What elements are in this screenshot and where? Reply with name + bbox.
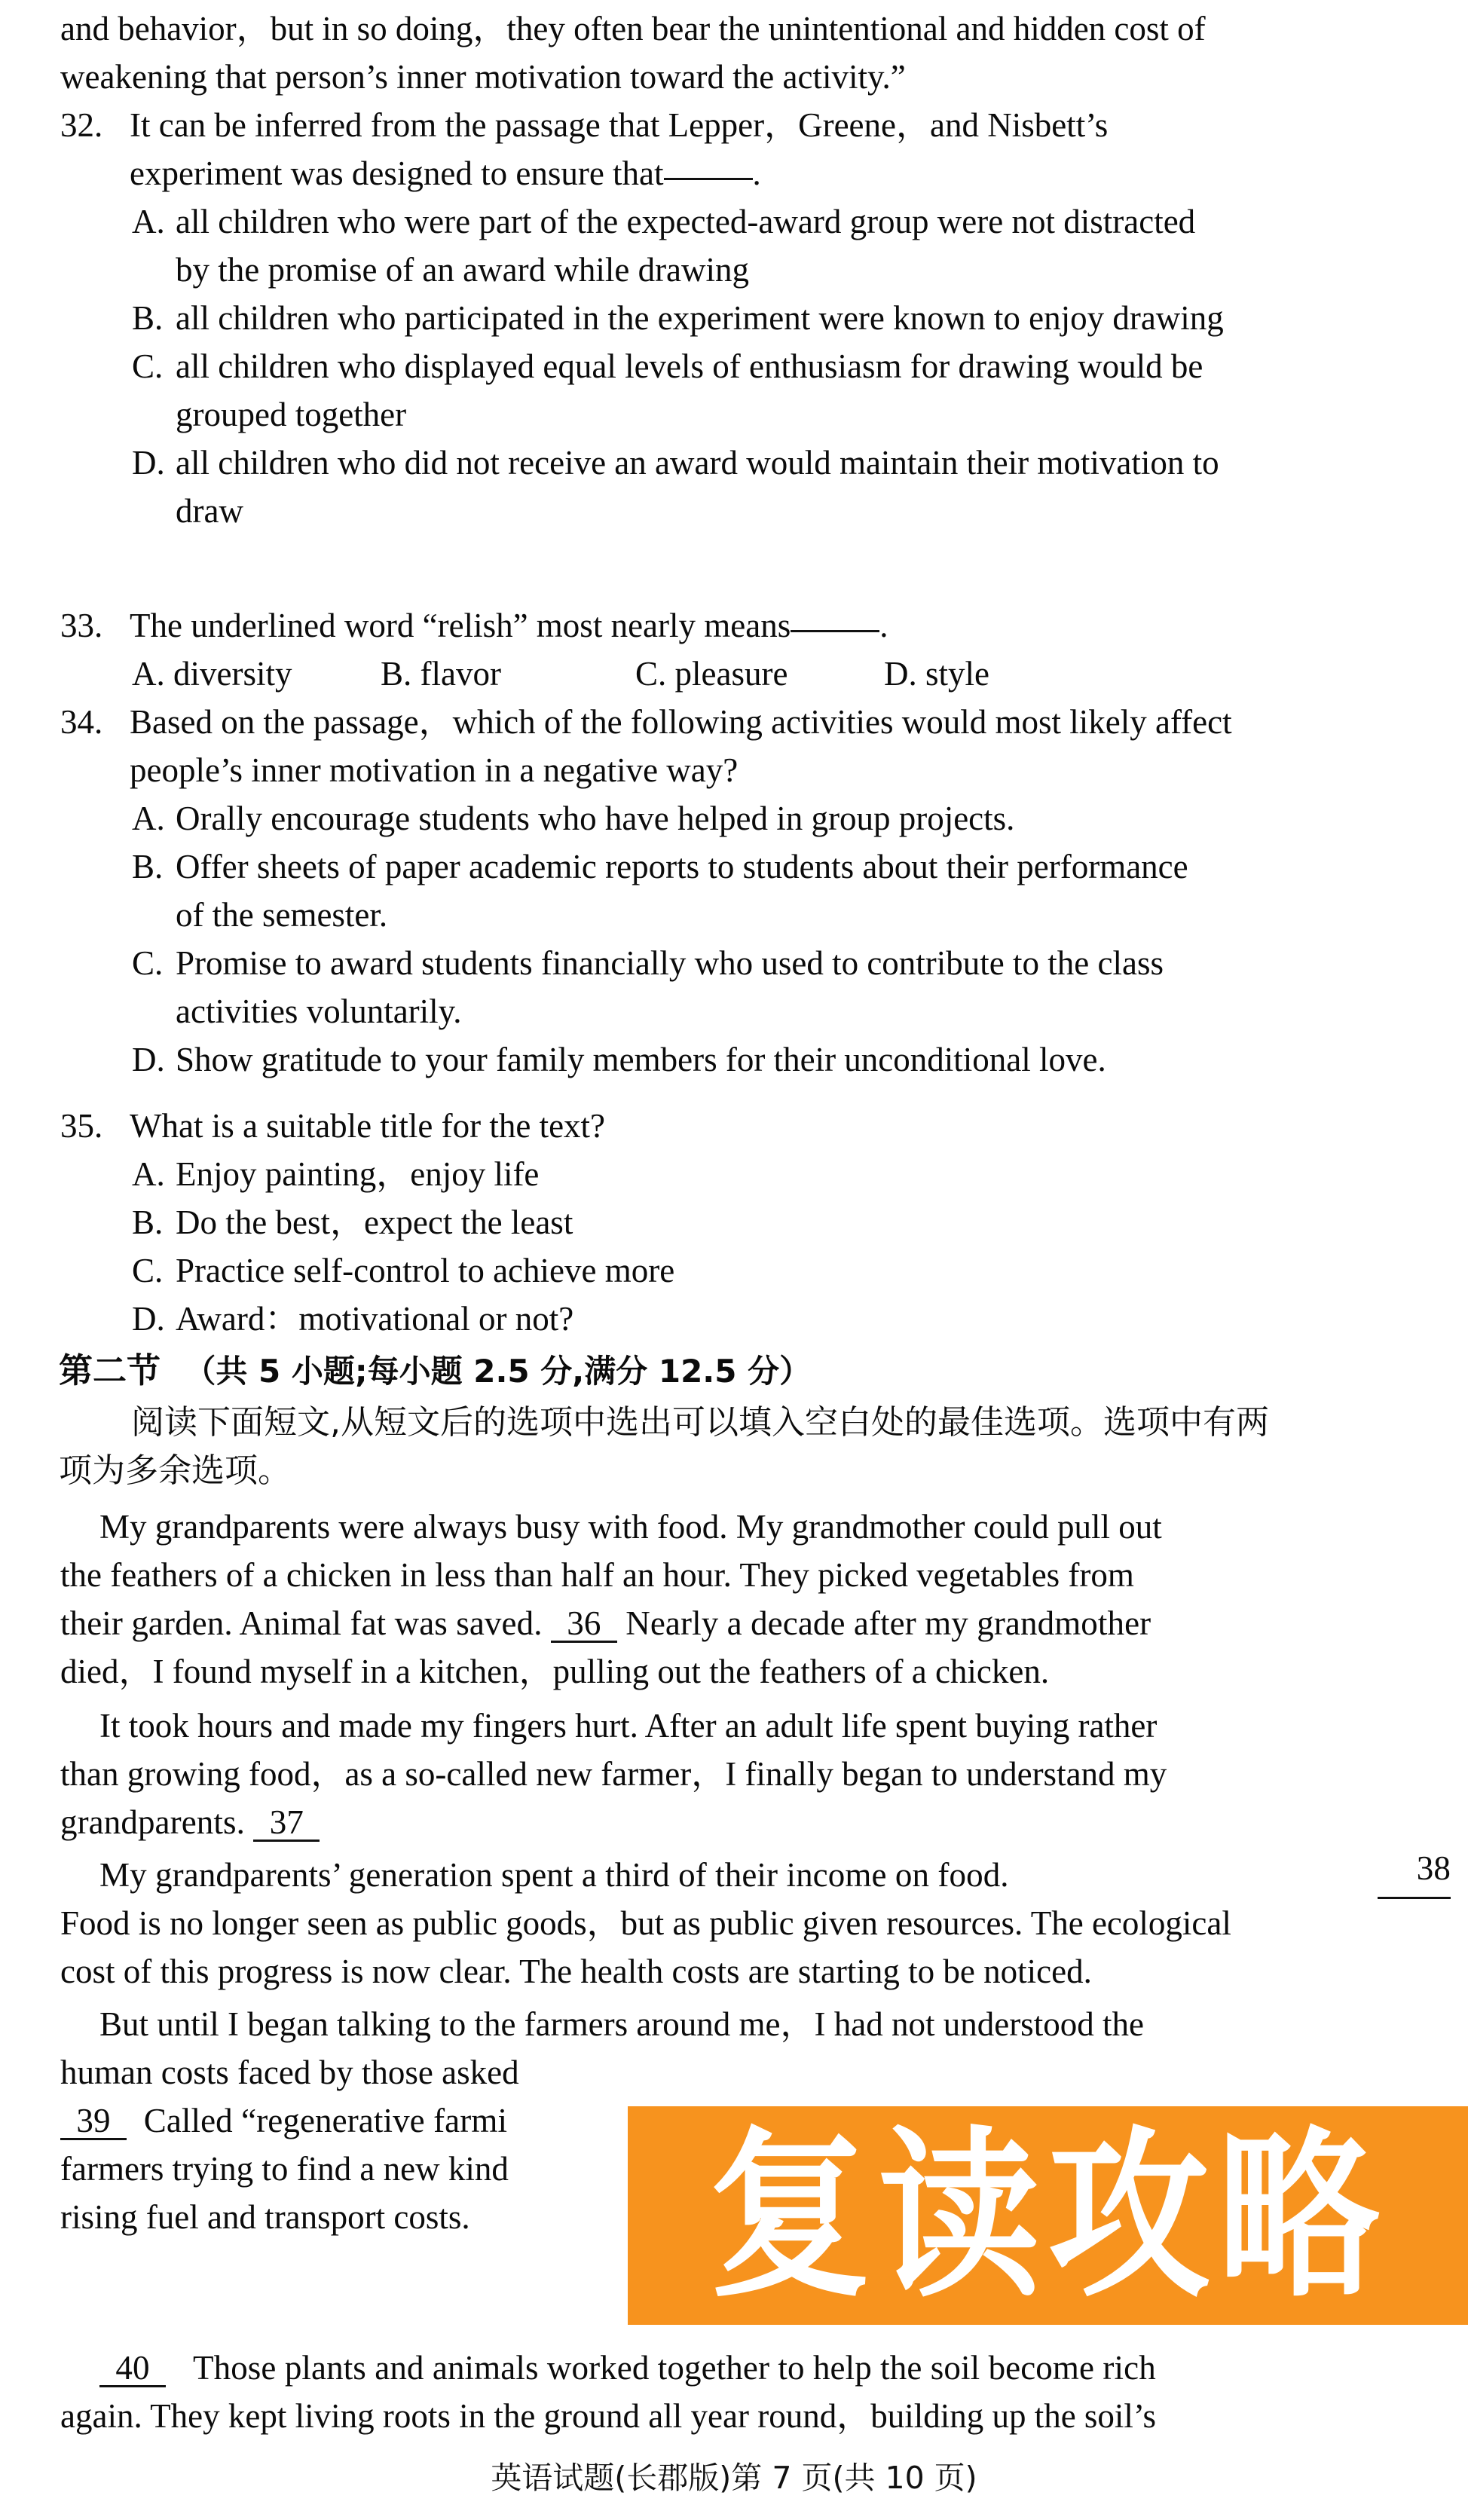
question-35-stem-text: What is a suitable title for the text? xyxy=(130,1107,606,1145)
question-32-stem-prefix: experiment was designed to ensure that xyxy=(130,154,664,192)
continued-paragraph xyxy=(60,5,1451,101)
option-letter: C. xyxy=(132,944,164,982)
question-35-option-b[interactable] xyxy=(60,1198,1451,1246)
question-32-stem-text-1: It can be inferred from the passage that Lepper，Greene，and Nisbett’s xyxy=(130,106,1109,144)
question-35-option-a[interactable] xyxy=(60,1150,1451,1198)
passage-p1-line-3: their garden. Animal fat was saved. 36 Nearly a decade after my grandmother xyxy=(60,1604,1151,1642)
section-2-heading xyxy=(59,1346,811,1396)
passage-paragraph-3 xyxy=(60,1851,1451,1996)
passage-p2-line-2: than growing food，as a so-called new farmer，I finally began to understand my xyxy=(60,1755,1167,1793)
question-32 xyxy=(60,101,1451,535)
section-2-instruction-line-1: 阅读下面短文,从短文后的选项中选出可以填入空白处的最佳选项。选项中有两 xyxy=(131,1403,1269,1442)
watermark-text: 复读攻略 xyxy=(708,2109,1387,2322)
question-34-option-d[interactable] xyxy=(60,1035,1451,1084)
passage-p1-line-4: died，I found myself in a kitchen，pulling out the feathers of a chicken. xyxy=(60,1653,1050,1690)
section-2-instruction xyxy=(59,1399,1449,1495)
passage-p3-line-1: My grandparents’ generation spent a third of their income on food. 38 xyxy=(60,1851,1451,1899)
question-32-option-c[interactable] xyxy=(60,342,1451,439)
passage-paragraph-2 xyxy=(60,1702,1451,1846)
question-34-number: 34. xyxy=(60,703,103,741)
option-letter: B. xyxy=(132,1203,164,1241)
question-33-option-c[interactable]: C. pleasure xyxy=(635,655,788,693)
section-2-detail: （共 5 小题;每小题 2.5 分,满分 12.5 分） xyxy=(184,1353,812,1390)
question-32-answer-blank[interactable] xyxy=(664,158,753,180)
question-33-option-b[interactable]: B. flavor xyxy=(381,655,501,693)
option-text: all children who participated in the experiment were known to enjoy drawing xyxy=(176,299,1224,337)
option-text: all children who were part of the expected-award group were not distracted by the promise of an award while drawing xyxy=(176,203,1196,289)
question-32-stem-suffix: . xyxy=(752,154,761,192)
question-32-number-spacer xyxy=(60,149,130,197)
option-text: Promise to award students financially who used to contribute to the class activities voluntarily. xyxy=(176,944,1164,1030)
question-32-option-d[interactable] xyxy=(60,439,1451,535)
passage-p3-line-2: Food is no longer seen as public goods，but as public given resources. The ecological xyxy=(60,1904,1231,1942)
question-32-stem-line-2 xyxy=(60,149,1451,197)
passage-blank-39[interactable]: 39 xyxy=(60,2103,127,2140)
passage-p4-line-5: rising fuel and transport costs. xyxy=(60,2198,470,2236)
passage-blank-38[interactable]: 38 xyxy=(1378,1851,1451,1899)
continued-line-1-text: and behavior，but in so doing，they often bear the unintentional and hidden cost of xyxy=(60,10,1206,47)
question-32-stem-text-2 xyxy=(130,149,1451,197)
watermark-banner xyxy=(628,2106,1468,2325)
passage-p5-line-1: 40 Those plants and animals worked together to help the soil become rich xyxy=(60,2344,1451,2392)
question-33 xyxy=(60,601,1451,698)
passage-p4-line-3: 39 Called “regenerative farmi xyxy=(60,2096,1451,2145)
option-text: Practice self-control to achieve more xyxy=(176,1252,675,1289)
passage-blank-40[interactable]: 40 xyxy=(99,2350,166,2387)
question-32-option-b[interactable] xyxy=(60,294,1451,342)
question-34-stem-text-2: people’s inner motivation in a negative way? xyxy=(130,751,739,789)
section-2-heading-line xyxy=(59,1346,811,1396)
question-32-number: 32. xyxy=(60,106,103,144)
continued-line-1 xyxy=(60,5,1451,53)
question-35 xyxy=(60,1102,1451,1343)
option-text: Do the best，expect the least xyxy=(176,1203,573,1241)
question-35-number: 35. xyxy=(60,1107,103,1145)
option-text: Offer sheets of paper academic reports to students about their performance of the semester. xyxy=(176,848,1188,934)
question-33-option-a[interactable]: A. diversity xyxy=(132,655,292,693)
option-letter: D. xyxy=(132,1300,165,1338)
passage-paragraph-1 xyxy=(60,1503,1451,1696)
option-text: Award：motivational or not? xyxy=(176,1300,574,1338)
question-34-stem-text-1: Based on the passage，which of the following activities would most likely affect xyxy=(130,703,1232,741)
passage-p2-line-1: It took hours and made my fingers hurt. After an adult life spent buying rather xyxy=(99,1707,1158,1745)
option-text: all children who did not receive an award would maintain their motivation to draw xyxy=(176,444,1219,530)
option-letter: D. xyxy=(132,444,165,482)
question-34-number-spacer xyxy=(60,746,130,794)
page-footer: 英语试题(长郡版)第 7 页(共 10 页) xyxy=(491,2460,977,2496)
passage-p1-line-1: My grandparents were always busy with food. My grandmother could pull out xyxy=(99,1508,1162,1546)
option-text: Orally encourage students who have helped in group projects. xyxy=(176,800,1015,837)
option-text: all children who displayed equal levels of enthusiasm for drawing would be grouped together xyxy=(176,347,1203,433)
question-32-stem-line-1 xyxy=(60,101,1451,149)
question-34-option-b[interactable] xyxy=(60,843,1451,939)
passage-p2-line-3: grandparents. 37 xyxy=(60,1798,1451,1846)
option-letter: D. xyxy=(132,1041,165,1078)
option-letter: B. xyxy=(132,299,164,337)
question-33-number: 33. xyxy=(60,607,103,644)
question-32-option-a[interactable] xyxy=(60,197,1451,294)
passage-blank-36[interactable]: 36 xyxy=(551,1606,617,1643)
passage-p4-line-4: farmers trying to find a new kind xyxy=(60,2150,509,2188)
question-34 xyxy=(60,698,1451,1084)
question-34-option-a[interactable] xyxy=(60,794,1451,843)
question-33-stem-text xyxy=(130,601,1451,650)
question-33-stem-prefix: The underlined word “relish” most nearly means xyxy=(130,607,791,644)
question-33-stem xyxy=(60,601,1451,650)
option-letter: A. xyxy=(132,1155,165,1193)
passage-p1-line-2: the feathers of a chicken in less than half an hour. They picked vegetables from xyxy=(60,1556,1134,1594)
continued-line-2 xyxy=(60,53,1451,101)
question-34-option-c[interactable] xyxy=(60,939,1451,1035)
option-text: Show gratitude to your family members for their unconditional love. xyxy=(176,1041,1106,1078)
question-33-answer-blank[interactable] xyxy=(791,610,879,632)
option-letter: B. xyxy=(132,848,164,885)
passage-p3-line-3: cost of this progress is now clear. The health costs are starting to be noticed. xyxy=(60,1953,1092,1990)
question-33-options-row xyxy=(60,650,1451,698)
passage-paragraph-5 xyxy=(60,2344,1451,2440)
continued-line-2-text: weakening that person’s inner motivation toward the activity.” xyxy=(60,58,906,96)
passage-p5-line-2: again. They kept living roots in the ground all year round，building up the soil’s xyxy=(60,2397,1156,2435)
option-letter: C. xyxy=(132,1252,164,1289)
question-33-stem-suffix: . xyxy=(879,607,888,644)
passage-p4-line-2: human costs faced by those asked xyxy=(60,2054,519,2091)
question-35-option-d[interactable] xyxy=(60,1295,1451,1343)
option-text: Enjoy painting，enjoy life xyxy=(176,1155,540,1193)
question-35-stem xyxy=(60,1102,1451,1150)
question-34-stem-line-1 xyxy=(60,698,1451,746)
option-letter: A. xyxy=(132,203,165,240)
option-letter: C. xyxy=(132,347,164,385)
passage-p4-line-1: But until I began talking to the farmers around me，I had not understood the xyxy=(99,2005,1144,2043)
option-letter: A. xyxy=(132,800,165,837)
section-2-instruction-line-2: 项为多余选项。 xyxy=(59,1451,291,1490)
section-2-label: 第二节 xyxy=(59,1350,161,1390)
question-33-option-d[interactable]: D. style xyxy=(884,655,989,693)
passage-blank-37[interactable]: 37 xyxy=(253,1805,320,1842)
question-35-option-c[interactable] xyxy=(60,1246,1451,1295)
question-34-stem-line-2 xyxy=(60,746,1451,794)
